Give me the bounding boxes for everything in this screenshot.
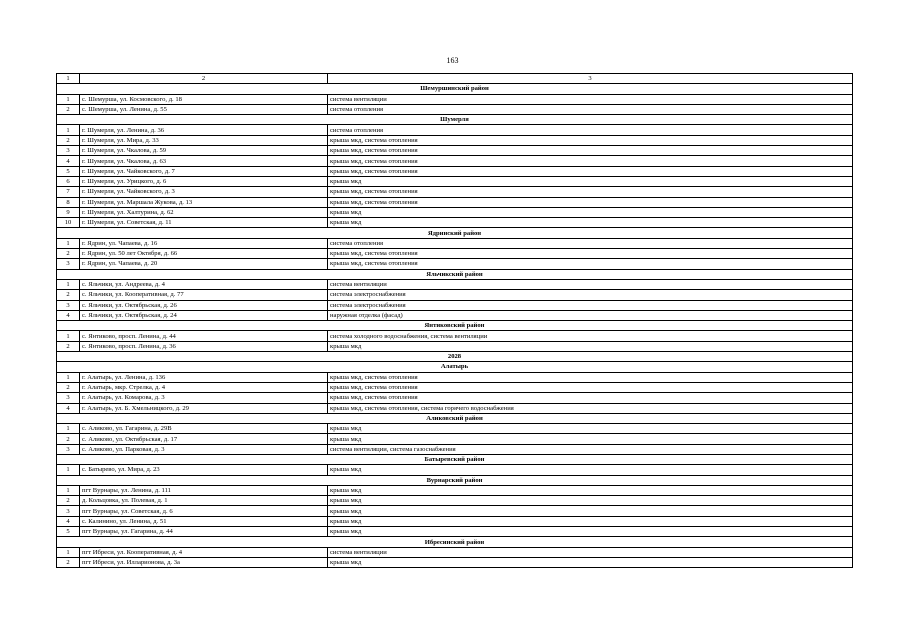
row-work: крыша мкд <box>328 527 853 537</box>
row-work: крыша мкд <box>328 341 853 351</box>
section-heading: Ибресинский район <box>57 537 853 547</box>
row-address: с. Аликово, ул. Парковая, д. 3 <box>80 444 328 454</box>
row-work: система вентиляции, система газоснабжения <box>328 444 853 454</box>
row-number: 3 <box>57 506 80 516</box>
table-row <box>57 207 853 217</box>
table-row <box>57 557 853 567</box>
row-work: крыша мкд, система отопления, система горячего водоснабжения <box>328 403 853 413</box>
row-work: крыша мкд <box>328 434 853 444</box>
row-number: 2 <box>57 434 80 444</box>
table-row <box>57 527 853 537</box>
table-row <box>57 393 853 403</box>
section-heading: Аликовский район <box>57 413 853 423</box>
row-number: 2 <box>57 341 80 351</box>
row-address: г. Шумерля, ул. Урицкого, д. 6 <box>80 176 328 186</box>
row-address: с. Янтиково, просп. Ленина, д. 36 <box>80 341 328 351</box>
row-number: 2 <box>57 557 80 567</box>
table-row <box>57 156 853 166</box>
row-address: г. Алатырь, ул. Б. Хмельницкого, д. 29 <box>80 403 328 413</box>
row-work: система электроснабжения <box>328 290 853 300</box>
row-number: 4 <box>57 403 80 413</box>
row-address: г. Ядрин, ул. Чапаева, д. 20 <box>80 259 328 269</box>
table-row <box>57 341 853 351</box>
header-col-1: 1 <box>57 74 80 84</box>
row-work: крыша мкд <box>328 424 853 434</box>
row-address: г. Алатырь, ул. Комарова, д. 3 <box>80 393 328 403</box>
section-row <box>57 269 853 279</box>
row-work: система вентиляции <box>328 279 853 289</box>
row-number: 9 <box>57 207 80 217</box>
row-number: 2 <box>57 104 80 114</box>
section-row <box>57 475 853 485</box>
section-row <box>57 115 853 125</box>
row-address: с. Яльчики, ул. Октябрьская, д. 24 <box>80 310 328 320</box>
row-work: крыша мкд <box>328 485 853 495</box>
row-address: г. Шумерля, ул. Ленина, д. 36 <box>80 125 328 135</box>
row-work: система отопления <box>328 104 853 114</box>
table-row <box>57 187 853 197</box>
row-number: 1 <box>57 465 80 475</box>
section-heading: Яльчикский район <box>57 269 853 279</box>
row-address: с. Батырево, ул. Мира, д. 23 <box>80 465 328 475</box>
row-address: с. Яльчики, ул. Кооперативная, д. 77 <box>80 290 328 300</box>
table-row <box>57 290 853 300</box>
row-number: 2 <box>57 382 80 392</box>
row-number: 5 <box>57 527 80 537</box>
row-number: 2 <box>57 496 80 506</box>
row-work: крыша мкд, система отопления <box>328 259 853 269</box>
table-row <box>57 496 853 506</box>
row-number: 2 <box>57 249 80 259</box>
table-row <box>57 424 853 434</box>
row-work: крыша мкд, система отопления <box>328 166 853 176</box>
table-row <box>57 382 853 392</box>
row-address: г. Ядрин, ул. 50 лет Октября, д. 66 <box>80 249 328 259</box>
table-row <box>57 465 853 475</box>
row-address: с. Шемурша, ул. Ленина, д. 55 <box>80 104 328 114</box>
table-row <box>57 372 853 382</box>
table-row <box>57 197 853 207</box>
row-address: пгт Ибреси, ул. Кооперативная, д. 4 <box>80 547 328 557</box>
table-row <box>57 176 853 186</box>
row-number: 7 <box>57 187 80 197</box>
section-row <box>57 228 853 238</box>
section-row <box>57 362 853 372</box>
row-number: 10 <box>57 218 80 228</box>
row-work: крыша мкд <box>328 207 853 217</box>
section-heading: Алатырь <box>57 362 853 372</box>
row-address: с. Аликово, ул. Гагарина, д. 29В <box>80 424 328 434</box>
section-row <box>57 321 853 331</box>
row-address: с. Аликово, ул. Октябрьская, д. 17 <box>80 434 328 444</box>
year-row <box>57 352 853 362</box>
table-row <box>57 485 853 495</box>
row-work: система отопления <box>328 238 853 248</box>
row-address: с. Яльчики, ул. Октябрьская, д. 26 <box>80 300 328 310</box>
table-row <box>57 135 853 145</box>
row-work: крыша мкд <box>328 506 853 516</box>
table-header-row <box>57 74 853 84</box>
table-row <box>57 259 853 269</box>
table-row <box>57 146 853 156</box>
row-work: крыша мкд, система отопления <box>328 156 853 166</box>
row-address: г. Шумерля, ул. Маршала Жукова, д. 13 <box>80 197 328 207</box>
works-table <box>56 73 853 568</box>
table-row <box>57 166 853 176</box>
row-work: система электроснабжения <box>328 300 853 310</box>
section-heading: Шемуршинский район <box>57 84 853 94</box>
row-address: г. Шумерля, ул. Мира, д. 33 <box>80 135 328 145</box>
row-address: г. Шумерля, ул. Халтурина, д. 62 <box>80 207 328 217</box>
section-row <box>57 454 853 464</box>
row-address: пгт Вурнары, ул. Гагарина, д. 44 <box>80 527 328 537</box>
row-work: крыша мкд, система отопления <box>328 382 853 392</box>
table-row <box>57 444 853 454</box>
table-row <box>57 516 853 526</box>
row-work: крыша мкд, система отопления <box>328 393 853 403</box>
row-number: 1 <box>57 547 80 557</box>
table-row <box>57 300 853 310</box>
row-work: система вентиляции <box>328 94 853 104</box>
header-col-3: 3 <box>328 74 853 84</box>
row-address: г. Шумерля, ул. Чкалова, д. 59 <box>80 146 328 156</box>
section-row <box>57 413 853 423</box>
table-row <box>57 331 853 341</box>
row-number: 4 <box>57 156 80 166</box>
row-number: 2 <box>57 135 80 145</box>
row-work: крыша мкд, система отопления <box>328 146 853 156</box>
table-row <box>57 104 853 114</box>
row-work: система вентиляции <box>328 547 853 557</box>
row-work: система отопления <box>328 125 853 135</box>
row-work: крыша мкд <box>328 496 853 506</box>
section-heading: Вурнарский район <box>57 475 853 485</box>
row-work: крыша мкд <box>328 516 853 526</box>
row-address: с. Яльчики, ул. Андреева, д. 4 <box>80 279 328 289</box>
row-number: 1 <box>57 94 80 104</box>
section-heading: Батыревский район <box>57 454 853 464</box>
table-row <box>57 547 853 557</box>
row-number: 2 <box>57 290 80 300</box>
row-number: 4 <box>57 516 80 526</box>
section-heading: Шумерля <box>57 115 853 125</box>
row-address: с. Шемурша, ул. Космовского, д. 18 <box>80 94 328 104</box>
table-row <box>57 125 853 135</box>
year-heading: 2028 <box>57 352 853 362</box>
row-work: крыша мкд, система отопления <box>328 372 853 382</box>
page-number: 163 <box>446 56 459 65</box>
row-number: 1 <box>57 238 80 248</box>
table-row <box>57 310 853 320</box>
row-work: крыша мкд, система отопления <box>328 187 853 197</box>
row-work: система холодного водоснабжения, система вентиляции <box>328 331 853 341</box>
row-address: пгт Вурнары, ул. Ленина, д. 111 <box>80 485 328 495</box>
table-row <box>57 434 853 444</box>
row-number: 5 <box>57 166 80 176</box>
section-row <box>57 84 853 94</box>
row-work: крыша мкд <box>328 465 853 475</box>
row-address: г. Шумерля, ул. Советская, д. 11 <box>80 218 328 228</box>
table-row <box>57 403 853 413</box>
row-address: д. Кольцовка, ул. Полевая, д. 1 <box>80 496 328 506</box>
row-number: 3 <box>57 300 80 310</box>
row-number: 1 <box>57 125 80 135</box>
row-number: 3 <box>57 393 80 403</box>
row-address: пгт Ибреси, ул. Илларионова, д. 3а <box>80 557 328 567</box>
row-number: 6 <box>57 176 80 186</box>
row-address: с. Калинино, ул. Ленина, д. 51 <box>80 516 328 526</box>
row-work: крыша мкд, система отопления <box>328 249 853 259</box>
row-work: наружная отделка (фасад) <box>328 310 853 320</box>
row-number: 1 <box>57 485 80 495</box>
row-number: 3 <box>57 444 80 454</box>
table-row <box>57 218 853 228</box>
row-address: г. Шумерля, ул. Чкалова, д. 63 <box>80 156 328 166</box>
row-address: г. Шумерля, ул. Чайковского, д. 3 <box>80 187 328 197</box>
table-row <box>57 94 853 104</box>
section-row <box>57 537 853 547</box>
row-address: пгт Вурнары, ул. Советская, д. 6 <box>80 506 328 516</box>
row-address: г. Алатырь, ул. Ленина, д. 136 <box>80 372 328 382</box>
section-heading: Ядринский район <box>57 228 853 238</box>
row-work: крыша мкд, система отопления <box>328 197 853 207</box>
table-row <box>57 506 853 516</box>
table-row <box>57 279 853 289</box>
section-heading: Янтиковский район <box>57 321 853 331</box>
row-work: крыша мкд <box>328 218 853 228</box>
row-number: 1 <box>57 372 80 382</box>
row-number: 4 <box>57 310 80 320</box>
row-number: 1 <box>57 424 80 434</box>
row-number: 1 <box>57 279 80 289</box>
row-address: г. Шумерля, ул. Чайковского, д. 7 <box>80 166 328 176</box>
row-number: 3 <box>57 259 80 269</box>
row-address: с. Янтиково, просп. Ленина, д. 44 <box>80 331 328 341</box>
table-row <box>57 249 853 259</box>
row-address: г. Алатырь, мкр. Стрелка, д. 4 <box>80 382 328 392</box>
row-address: г. Ядрин, ул. Чапаева, д. 16 <box>80 238 328 248</box>
row-work: крыша мкд <box>328 176 853 186</box>
row-number: 1 <box>57 331 80 341</box>
header-col-2: 2 <box>80 74 328 84</box>
row-work: крыша мкд, система отопления <box>328 135 853 145</box>
row-number: 3 <box>57 146 80 156</box>
row-number: 8 <box>57 197 80 207</box>
row-work: крыша мкд <box>328 557 853 567</box>
table-row <box>57 238 853 248</box>
